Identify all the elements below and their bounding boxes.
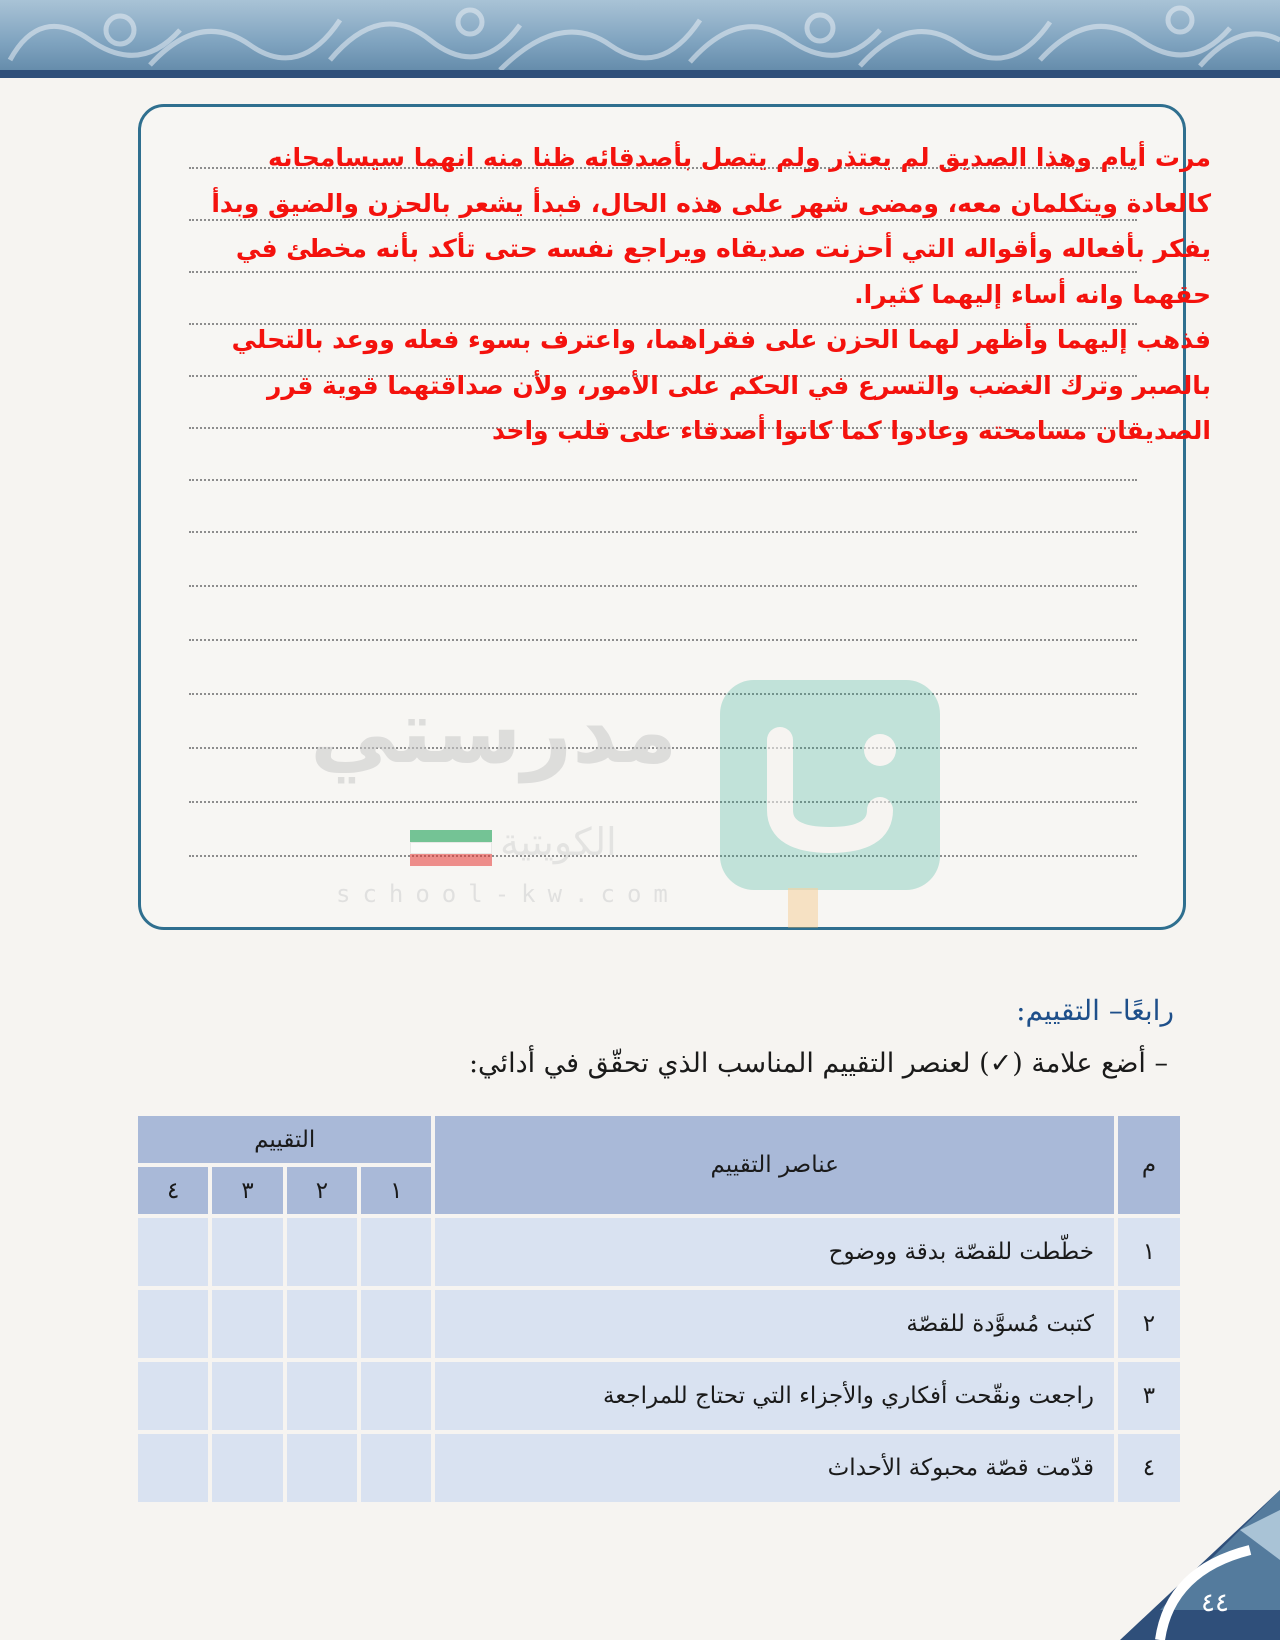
rating-cell[interactable] — [138, 1290, 208, 1358]
watermark-subtitle: الكويتية — [500, 820, 617, 864]
rating-level: ٣ — [212, 1167, 282, 1214]
evaluation-instruction: – أضع علامة (✓) لعنصر التقييم المناسب الذي تحقّق في أدائي: — [468, 1048, 1168, 1079]
story-answer — [183, 135, 1211, 454]
rating-level: ١ — [361, 1167, 431, 1214]
rating-level: ٤ — [138, 1167, 208, 1214]
evaluation-heading: رابعًا– التقييم: — [1016, 994, 1174, 1027]
row-item: قدّمت قصّة محبوكة الأحداث — [435, 1434, 1114, 1502]
table-row — [138, 1434, 1180, 1502]
rating-cell[interactable] — [212, 1218, 282, 1286]
story-paragraph: مرت أيام وهذا الصديق لم يعتذر ولم يتصل بأصدقائه ظنا منه انهما سيسامحانه كالعادة ويتكلمان معه، ومضى شهر على هذه الحال، فبدأ يشعر بالحزن والضيق وبدأ يفكر بأفعاله وأقواله التي أحزنت صديقاه ويراجع نفسه حتى تأكد بأنه مخطئ في حقهما وانه أساء إليهما كثيرا. — [211, 143, 1211, 309]
rating-cell[interactable] — [138, 1362, 208, 1430]
header-index: م — [1118, 1116, 1180, 1214]
rating-cell[interactable] — [361, 1434, 431, 1502]
watermark — [310, 680, 970, 960]
rating-cell[interactable] — [212, 1434, 282, 1502]
row-number: ٢ — [1118, 1290, 1180, 1358]
row-number: ٣ — [1118, 1362, 1180, 1430]
rating-cell[interactable] — [212, 1362, 282, 1430]
rating-cell[interactable] — [361, 1218, 431, 1286]
rating-cell[interactable] — [212, 1290, 282, 1358]
rating-cell[interactable] — [287, 1434, 357, 1502]
rating-cell[interactable] — [138, 1218, 208, 1286]
calligraphy-pattern-icon — [0, 0, 1280, 70]
row-item: كتبت مُسوَّدة للقصّة — [435, 1290, 1114, 1358]
header-banner — [0, 0, 1280, 78]
table-row — [138, 1218, 1180, 1286]
header-items: عناصر التقييم — [435, 1116, 1114, 1214]
row-number: ٤ — [1118, 1434, 1180, 1502]
table-row — [138, 1362, 1180, 1430]
writing-line — [189, 639, 1137, 641]
evaluation-table — [134, 1112, 1184, 1506]
rating-cell[interactable] — [361, 1362, 431, 1430]
story-paragraph: فذهب إليهما وأظهر لهما الحزن على فقراهما، واعترف بسوء فعله ووعد بالتحلي بالصبر وترك الغضب والتسرع في الحكم على الأمور، ولأن صداقتهما قوية قرر الصديقان مسامحته وعادوا كما كانوا أصدقاء على قلب واحد — [231, 325, 1211, 445]
writing-line — [189, 479, 1137, 481]
table-row — [138, 1290, 1180, 1358]
watermark-url: school-kw.com — [336, 880, 680, 908]
rating-cell[interactable] — [361, 1290, 431, 1358]
rating-level: ٢ — [287, 1167, 357, 1214]
school-logo-icon — [710, 680, 950, 930]
rating-cell[interactable] — [287, 1290, 357, 1358]
row-item: خطّطت للقصّة بدقة ووضوح — [435, 1218, 1114, 1286]
row-item: راجعت ونقّحت أفكاري والأجزاء التي تحتاج للمراجعة — [435, 1362, 1114, 1430]
watermark-name: مدرستي — [310, 680, 678, 783]
page-number: ٤٤ — [1201, 1588, 1229, 1618]
rating-cell[interactable] — [287, 1362, 357, 1430]
writing-line — [189, 585, 1137, 587]
row-number: ١ — [1118, 1218, 1180, 1286]
rating-cell[interactable] — [138, 1434, 208, 1502]
kuwait-flag-icon — [410, 830, 492, 866]
header-rating: التقييم — [138, 1116, 431, 1163]
rating-cell[interactable] — [287, 1218, 357, 1286]
writing-line — [189, 531, 1137, 533]
